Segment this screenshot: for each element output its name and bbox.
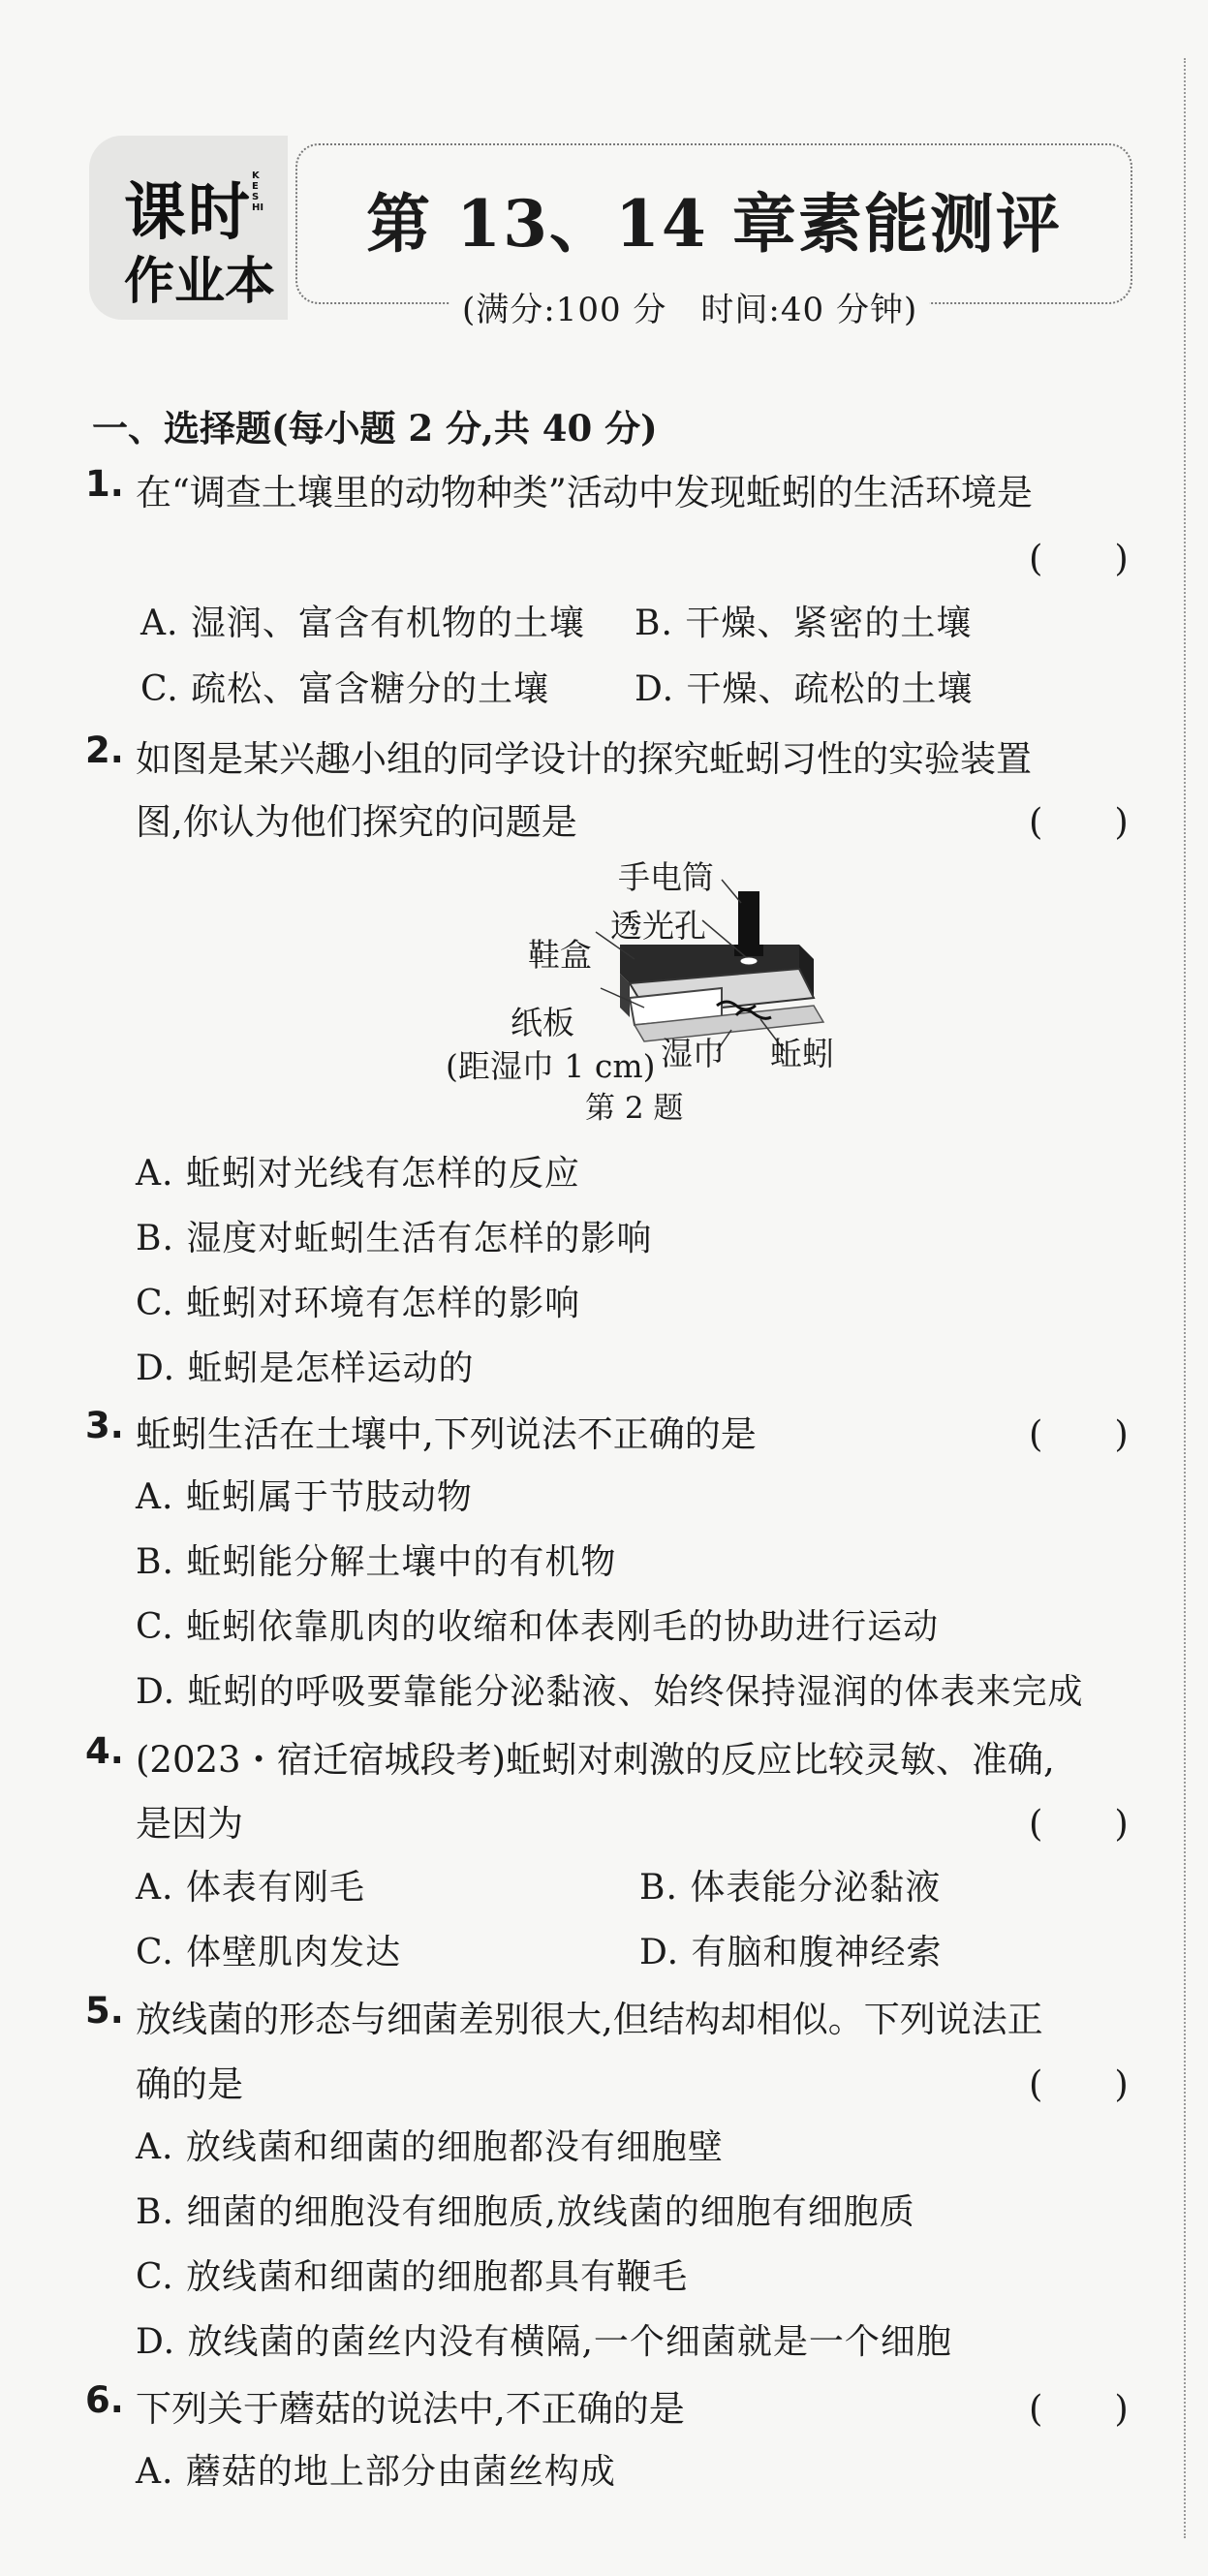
q1-option-a: A. 湿润、富含有机物的土壤 xyxy=(140,604,585,643)
q5-option-d: D. 放线菌的菌丝内没有横隔,一个细菌就是一个细胞 xyxy=(136,2322,952,2362)
q6-option-a: A. 蘑菇的地上部分由菌丝构成 xyxy=(136,2452,616,2492)
light-hole xyxy=(740,957,758,965)
q1-option-c: C. 疏松、富含糖分的土壤 xyxy=(140,669,550,709)
question-number-6: 6. xyxy=(85,2379,124,2421)
q1-option-b: B. 干燥、紧密的土壤 xyxy=(635,604,973,643)
answer-blank-3[interactable]: ( ) xyxy=(1029,1413,1129,1455)
logo-text-line1: 课时 xyxy=(124,177,252,249)
title-frame xyxy=(295,143,1132,304)
answer-blank-6[interactable]: ( ) xyxy=(1029,2388,1129,2430)
page-title: 第 13、14 章素能测评 xyxy=(366,186,1062,262)
label-earthworm: 蚯蚓 xyxy=(770,1035,834,1072)
q2-option-b: B. 湿度对蚯蚓生活有怎样的影响 xyxy=(136,1219,653,1258)
q5-option-b: B. 细菌的细胞没有细胞质,放线菌的细胞有细胞质 xyxy=(136,2192,915,2232)
question-number-1: 1. xyxy=(85,463,124,505)
question-5-text-line1: 放线菌的形态与细菌差别很大,但结构却相似。下列说法正 xyxy=(136,1999,1043,2040)
question-number-3: 3. xyxy=(85,1405,124,1446)
q3-option-c: C. 蚯蚓依靠肌肉的收缩和体表刚毛的协助进行运动 xyxy=(136,1607,940,1647)
logo-pinyin: KESHI xyxy=(252,171,264,213)
question-4-text-line2: 是因为 xyxy=(136,1803,243,1845)
question-1-text: 在“调查土壤里的动物种类”活动中发现蚯蚓的生活环境是 xyxy=(136,472,1033,513)
answer-blank-1[interactable]: ( ) xyxy=(1029,538,1129,579)
logo-text-line2: 作业本 xyxy=(124,253,276,311)
score-time-info: (满分:100 分 时间:40 分钟) xyxy=(450,283,929,330)
label-wet-towel: 湿巾 xyxy=(661,1035,725,1072)
answer-blank-5[interactable]: ( ) xyxy=(1029,2064,1129,2105)
q1-option-d: D. 干燥、疏松的土壤 xyxy=(635,669,974,709)
question-4-text-line1: (2023・宿迁宿城段考)蚯蚓对刺激的反应比较灵敏、准确, xyxy=(136,1739,1055,1781)
question-number-2: 2. xyxy=(85,729,124,771)
question-2-text-line2: 图,你认为他们探究的问题是 xyxy=(136,801,577,843)
q2-option-a: A. 蚯蚓对光线有怎样的反应 xyxy=(136,1154,580,1194)
answer-blank-2[interactable]: ( ) xyxy=(1029,801,1129,843)
section-heading: 一、选择题(每小题 2 分,共 40 分) xyxy=(92,407,658,450)
q4-option-a: A. 体表有刚毛 xyxy=(136,1868,365,1908)
question-3-text: 蚯蚓生活在土壤中,下列说法不正确的是 xyxy=(136,1413,757,1455)
q5-option-c: C. 放线菌和细菌的细胞都具有鞭毛 xyxy=(136,2257,689,2297)
label-flashlight: 手电筒 xyxy=(618,858,714,896)
question-5-text-line2: 确的是 xyxy=(136,2064,243,2105)
margin-dotted-rule xyxy=(1184,58,1186,2538)
q4-option-c: C. 体壁肌肉发达 xyxy=(136,1933,402,1972)
q5-option-a: A. 放线菌和细菌的细胞都没有细胞壁 xyxy=(136,2127,724,2167)
q2-option-c: C. 蚯蚓对环境有怎样的影响 xyxy=(136,1284,581,1323)
logo xyxy=(89,136,288,320)
question-number-5: 5. xyxy=(85,1990,124,2032)
q4-option-d: D. 有脑和腹神经索 xyxy=(639,1933,943,1972)
q3-option-d: D. 蚯蚓的呼吸要靠能分泌黏液、始终保持湿润的体表来完成 xyxy=(136,1672,1084,1712)
q3-option-b: B. 蚯蚓能分解土壤中的有机物 xyxy=(136,1542,617,1582)
q4-option-b: B. 体表能分泌黏液 xyxy=(639,1868,942,1908)
q3-option-a: A. 蚯蚓属于节肢动物 xyxy=(136,1477,473,1517)
label-light-hole: 透光孔 xyxy=(610,907,706,945)
answer-blank-4[interactable]: ( ) xyxy=(1029,1803,1129,1845)
question-2-text-line1: 如图是某兴趣小组的同学设计的探究蚯蚓习性的实验装置 xyxy=(136,738,1032,780)
question-6-text: 下列关于蘑菇的说法中,不正确的是 xyxy=(136,2388,685,2430)
label-shoebox: 鞋盒 xyxy=(528,936,592,974)
question-number-4: 4. xyxy=(85,1730,124,1772)
q2-option-d: D. 蚯蚓是怎样运动的 xyxy=(136,1349,475,1388)
label-board-distance: (距湿巾 1 cm) xyxy=(446,1047,656,1085)
label-paper-board: 纸板 xyxy=(511,1004,574,1041)
figure-caption: 第 2 题 xyxy=(585,1091,684,1126)
